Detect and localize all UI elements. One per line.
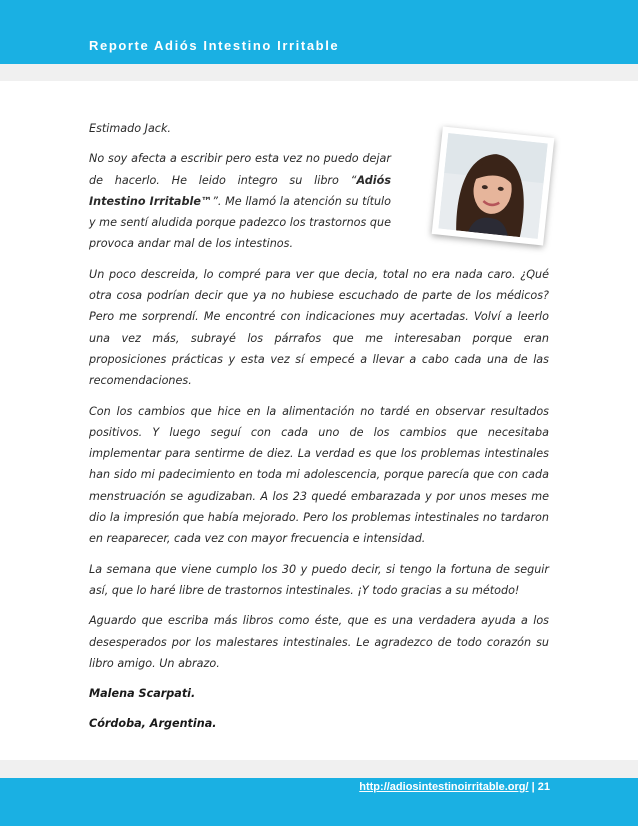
paragraph-1-text-end: ”. Me llamó la atención su título y me sentí aludida porque padezco los trastornos que provoca andar mal de los intestinos. [89, 194, 391, 251]
paragraph-1 [89, 148, 391, 254]
footer-separator: | [531, 781, 535, 793]
paragraph-2: Un poco descreida, lo compré para ver que decia, total no era nada caro. ¿Qué otra cosa podrían decir que ya no hubiese escuchado de parte de los médicos? Pero me sorprendí. Me encontré con indicaciones muy acertadas. Volví a leerlo una vez más, subrayé los párrafos que me interesaban porque eran proposiciones prácticas y esta vez sí empecé a llevar a cabo cada una de las recomendaciones. [89, 267, 549, 388]
header-bar [0, 0, 638, 64]
header-band [0, 64, 638, 81]
book-title: Adiós Intestino Irritable™ [89, 173, 391, 208]
paragraph-5: Aguardo que escriba más libros como éste, que es una verdadera ayuda a los desesperados por los malestares intestinales. Le agradezco de todo corazón su libro amigo. Un abrazo. [89, 614, 549, 670]
footer-text [359, 781, 550, 793]
woman-portrait-icon [438, 133, 547, 239]
paragraph-1-text-start: No soy afecta a escribir pero esta vez no puedo dejar de hacerlo. He leido integro su libro “ [89, 152, 391, 187]
author-photo [432, 126, 555, 245]
greeting: Estimado Jack. [89, 122, 171, 135]
header-title: Reporte Adiós Intestino Irritable [89, 38, 340, 53]
signature-place: Córdoba, Argentina. [89, 717, 217, 731]
letter-content [89, 118, 549, 744]
paragraph-3: Con los cambios que hice en la alimentación no tardé en observar resultados positivos. Y luego seguí con cada uno de los cambios que necesitaba implementar para sentirme de diez. La verdad es que los problemas intestinales han sido mi padecimiento en toda mi adolescencia, porque parecía que con cada menstruación se agudizaban. A los 23 quedé embarazada y por unos meses me dio la impresión que había mejorado. Pero los problemas intestinales no tardaron en reaparecer, cada vez con mayor frecuencia e intensidad. [89, 404, 549, 546]
page-number: 21 [537, 781, 550, 793]
paragraph-4: La semana que viene cumplo los 30 y puedo decir, si tengo la fortuna de seguir así, que lo haré libre de trastornos intestinales. ¡Y todo gracias a su método! [89, 562, 549, 597]
signature-name: Malena Scarpati. [89, 687, 196, 701]
photo-frame [425, 126, 549, 238]
footer-band [0, 760, 638, 778]
footer-url-link[interactable]: http://adiosintestinoirritable.org/ [359, 781, 529, 793]
